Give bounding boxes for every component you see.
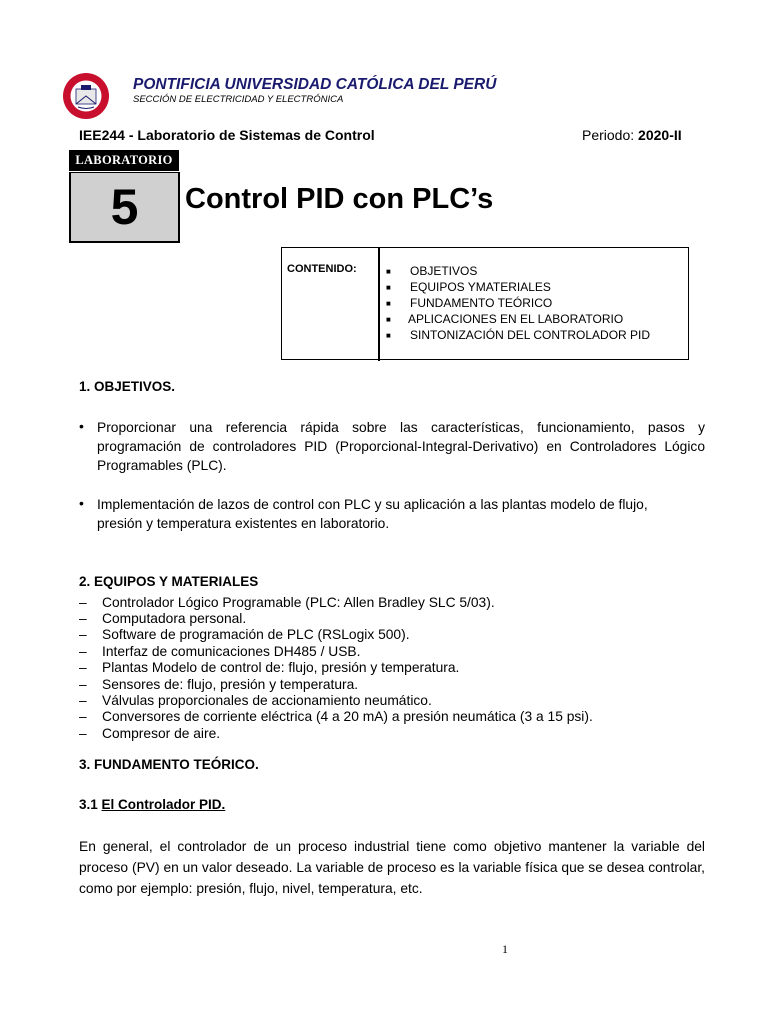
dash-bullet-icon: – bbox=[79, 611, 87, 627]
bullet-dot-icon: • bbox=[79, 418, 84, 434]
list-item: – Controlador Lógico Programable (PLC: Allen Bradley SLC 5/03). bbox=[79, 594, 495, 610]
bullet-dot-icon: • bbox=[79, 495, 84, 511]
page-number: 1 bbox=[502, 942, 508, 956]
dash-bullet-icon: – bbox=[79, 660, 87, 676]
dash-bullet-icon: – bbox=[79, 627, 87, 643]
square-bullet-icon: ■ bbox=[386, 298, 391, 308]
course-name: Laboratorio de Sistemas de Control bbox=[137, 127, 375, 143]
period bbox=[582, 127, 682, 143]
period-value: 2020-II bbox=[638, 127, 682, 143]
dash-bullet-icon: – bbox=[79, 643, 87, 659]
subsection-heading bbox=[79, 797, 225, 812]
list-item: – Interfaz de comunicaciones DH485 / USB. bbox=[79, 643, 361, 659]
list-item: – Válvulas proporcionales de accionamiento neumático. bbox=[79, 693, 432, 709]
subsection-number: 3.1 bbox=[79, 797, 102, 812]
dash-bullet-icon: – bbox=[79, 725, 87, 741]
dash-bullet-icon: – bbox=[79, 709, 87, 725]
list-item: – Computadora personal. bbox=[79, 611, 247, 627]
list-item: – Sensores de: flujo, presión y temperatura. bbox=[79, 676, 359, 692]
lab-number: 5 bbox=[69, 172, 180, 243]
dash-bullet-icon: – bbox=[79, 693, 87, 709]
contents-item: ■ APLICACIONES EN EL LABORATORIO bbox=[386, 312, 624, 326]
university-name: PONTIFICIA UNIVERSIDAD CATÓLICA DEL PERÚ bbox=[133, 76, 497, 93]
paragraph: En general, el controlador de un proceso industrial tiene como objetivo mantener la variable del proceso (PV) en un valor deseado. La variable de proceso es la variable física que se desea controlar, como por ejemplo: presión, flujo, nivel, temperatura, etc. bbox=[79, 839, 705, 896]
contents-item: ■ OBJETIVOS bbox=[386, 264, 478, 278]
contents-item: ■ SINTONIZACIÓN DEL CONTROLADOR PID bbox=[386, 328, 651, 342]
contents-item: ■ FUNDAMENTO TEÓRICO bbox=[386, 296, 553, 310]
square-bullet-icon: ■ bbox=[386, 330, 391, 340]
period-label: Periodo: bbox=[582, 127, 639, 143]
course-title bbox=[79, 127, 375, 143]
course-separator: - bbox=[124, 127, 138, 143]
contents-label: CONTENIDO: bbox=[287, 263, 357, 275]
list-item: – Conversores de corriente eléctrica (4 a 20 mA) a presión neumática (3 a 15 psi). bbox=[79, 709, 593, 725]
course-code: IEE244 bbox=[79, 127, 125, 143]
pucp-seal-icon bbox=[62, 72, 110, 120]
square-bullet-icon: ■ bbox=[386, 282, 391, 292]
dash-bullet-icon: – bbox=[79, 594, 87, 610]
list-item: – Plantas Modelo de control de: flujo, presión y temperatura. bbox=[79, 660, 460, 676]
square-bullet-icon: ■ bbox=[386, 314, 391, 324]
list-item: – Software de programación de PLC (RSLogix 500). bbox=[79, 627, 410, 643]
contents-item: ■ EQUIPOS YMATERIALES bbox=[386, 280, 551, 294]
section-name: SECCIÓN DE ELECTRICIDAD Y ELECTRÓNICA bbox=[133, 94, 344, 105]
contents-list bbox=[386, 263, 650, 343]
list-item: – Compresor de aire. bbox=[79, 725, 221, 741]
section-heading-fundamento: 3. FUNDAMENTO TEÓRICO. bbox=[79, 757, 259, 772]
objective-item: Proporcionar una referencia rápida sobre las características, funcionamiento, pasos y programación de controladores PID (Proporcional-Integral-Derivativo) en Controladores Lógico Programables (PLC). bbox=[97, 420, 705, 473]
lab-label: LABORATORIO bbox=[69, 150, 179, 171]
section-heading-objetivos: 1. OBJETIVOS. bbox=[79, 379, 176, 394]
lab-title: Control PID con PLC’s bbox=[185, 183, 494, 215]
contents-divider bbox=[378, 247, 380, 361]
dash-bullet-icon: – bbox=[79, 676, 87, 692]
section-heading-equipos: 2. EQUIPOS Y MATERIALES bbox=[79, 574, 259, 589]
objective-item: Implementación de lazos de control con PLC y su aplicación a las plantas modelo de flujo, presión y temperatura existentes en laboratorio. bbox=[97, 497, 648, 531]
subsection-title: El Controlador PID. bbox=[101, 797, 226, 812]
equipment-list bbox=[79, 594, 593, 742]
square-bullet-icon: ■ bbox=[386, 266, 391, 276]
